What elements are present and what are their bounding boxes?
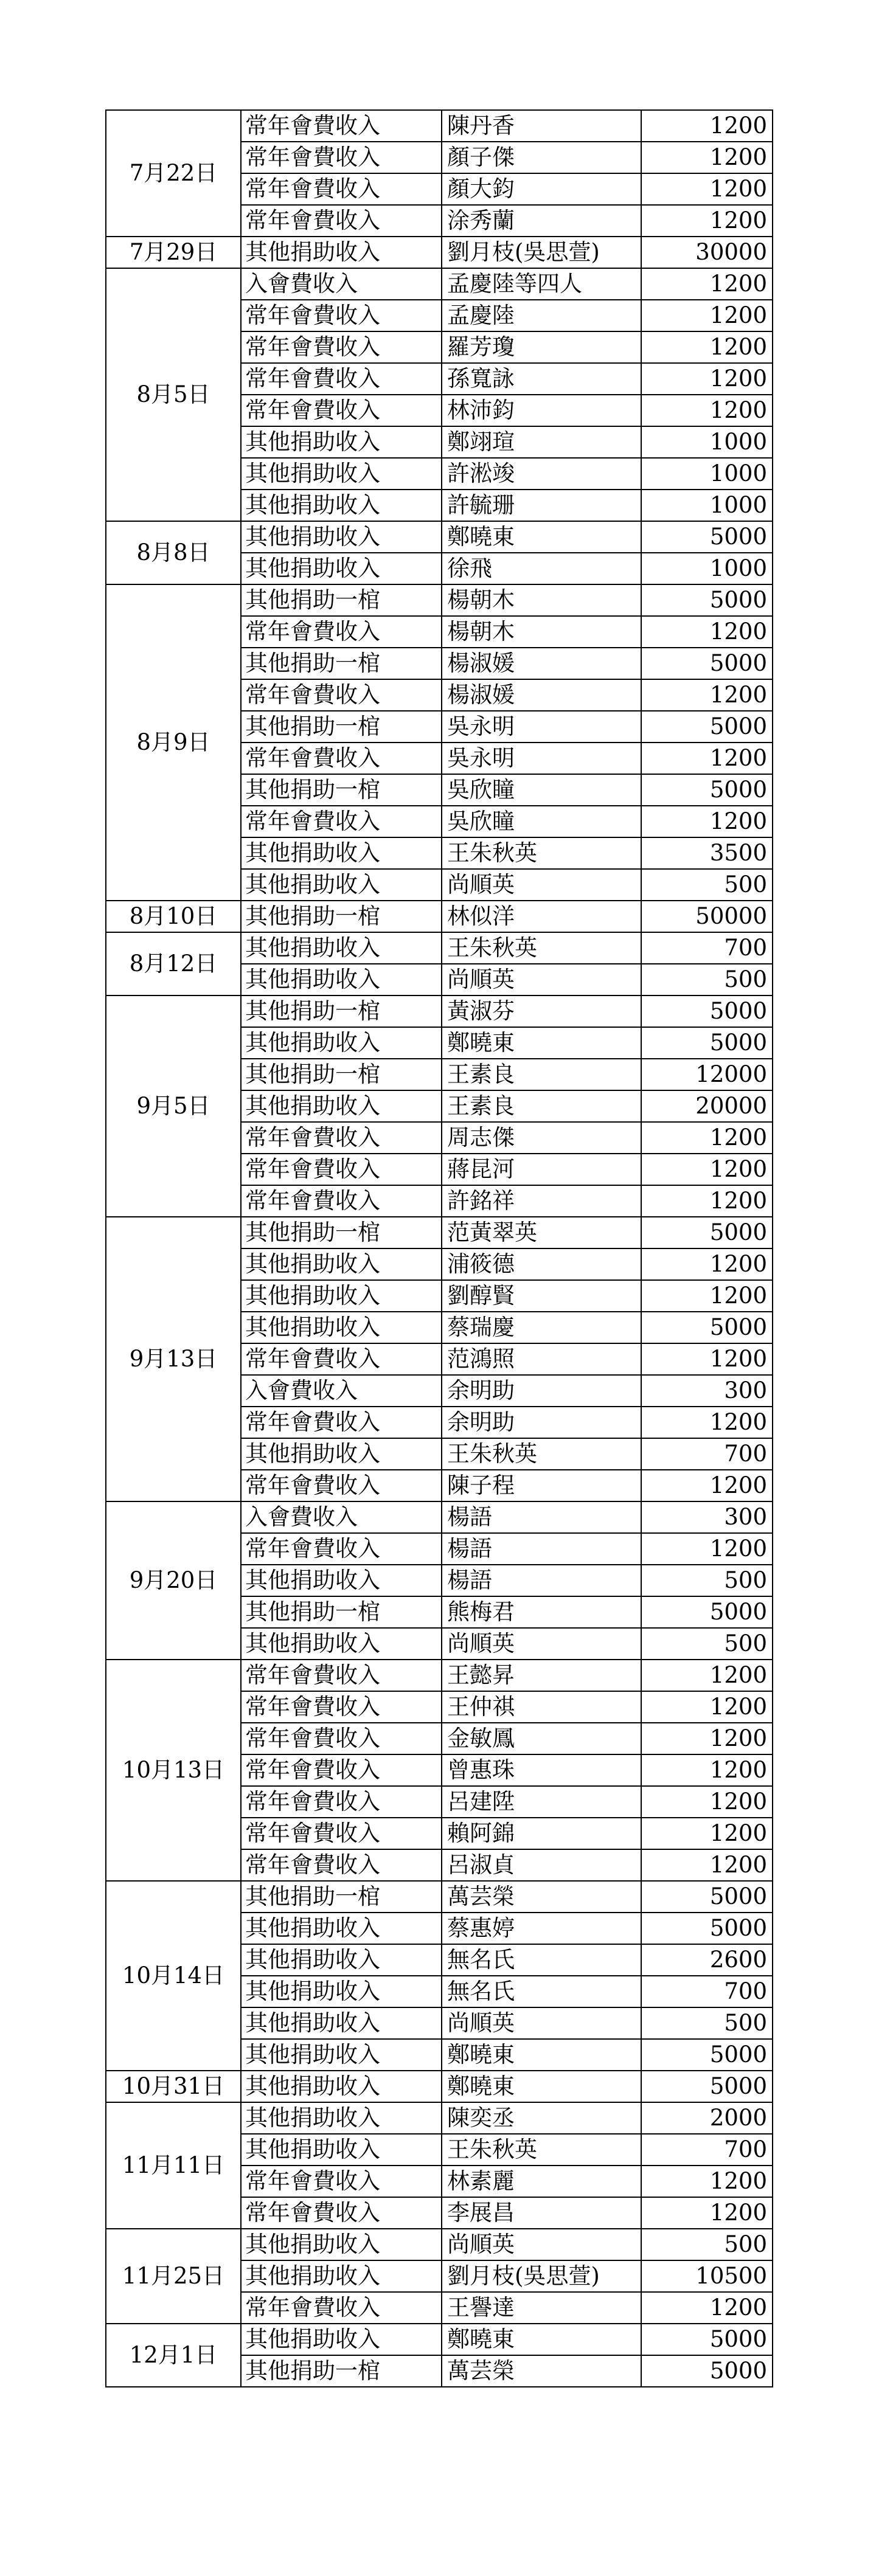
donor-name-cell: 萬芸榮	[442, 2355, 641, 2387]
date-cell: 9月13日	[106, 1217, 241, 1501]
category-cell: 其他捐助一棺	[241, 648, 442, 679]
table-row	[106, 901, 773, 932]
amount-cell: 1200	[641, 1154, 773, 1185]
amount-cell: 12000	[641, 1059, 773, 1090]
donation-ledger-table	[105, 109, 773, 2387]
donor-name-cell: 許毓珊	[442, 490, 641, 521]
category-cell: 常年會費收入	[241, 679, 442, 711]
amount-cell: 5000	[641, 1312, 773, 1343]
amount-cell: 1200	[641, 142, 773, 173]
category-cell: 其他捐助收入	[241, 1913, 442, 1944]
category-cell: 其他捐助收入	[241, 2260, 442, 2292]
donor-name-cell: 楊朝木	[442, 584, 641, 616]
table-row	[106, 521, 773, 553]
category-cell: 常年會費收入	[241, 1786, 442, 1818]
donor-name-cell: 楊淑媛	[442, 679, 641, 711]
donor-name-cell: 尚順英	[442, 1628, 641, 1660]
category-cell: 其他捐助收入	[241, 2229, 442, 2260]
date-cell: 10月31日	[106, 2071, 241, 2102]
donor-name-cell: 孟慶陸等四人	[442, 268, 641, 300]
donor-name-cell: 無名氏	[442, 1976, 641, 2007]
category-cell: 其他捐助收入	[241, 1090, 442, 1122]
amount-cell: 1200	[641, 1754, 773, 1786]
donor-name-cell: 楊淑媛	[442, 648, 641, 679]
amount-cell: 5000	[641, 2355, 773, 2387]
donor-name-cell: 范黃翠英	[442, 1217, 641, 1248]
donor-name-cell: 蔣昆河	[442, 1154, 641, 1185]
category-cell: 其他捐助收入	[241, 1027, 442, 1059]
donor-name-cell: 王懿昇	[442, 1660, 641, 1691]
donor-name-cell: 陳奕丞	[442, 2102, 641, 2134]
ledger-body	[106, 110, 773, 2387]
category-cell: 入會費收入	[241, 268, 442, 300]
category-cell: 其他捐助一棺	[241, 1881, 442, 1913]
donor-name-cell: 王朱秋英	[442, 837, 641, 869]
table-row	[106, 584, 773, 616]
category-cell: 常年會費收入	[241, 1122, 442, 1154]
amount-cell: 1200	[641, 268, 773, 300]
table-row	[106, 110, 773, 142]
date-cell: 10月13日	[106, 1660, 241, 1881]
date-cell: 12月1日	[106, 2324, 241, 2387]
amount-cell: 1000	[641, 490, 773, 521]
donor-name-cell: 鄭曉東	[442, 2324, 641, 2355]
amount-cell: 1200	[641, 616, 773, 648]
category-cell: 其他捐助收入	[241, 553, 442, 584]
donor-name-cell: 劉醇賢	[442, 1280, 641, 1312]
donor-name-cell: 許淞竣	[442, 458, 641, 490]
category-cell: 其他捐助一棺	[241, 901, 442, 932]
table-row	[106, 932, 773, 964]
donor-name-cell: 周志傑	[442, 1122, 641, 1154]
category-cell: 常年會費收入	[241, 1660, 442, 1691]
amount-cell: 1200	[641, 806, 773, 837]
category-cell: 常年會費收入	[241, 806, 442, 837]
amount-cell: 500	[641, 2007, 773, 2039]
donor-name-cell: 王朱秋英	[442, 932, 641, 964]
date-cell: 7月22日	[106, 110, 241, 237]
amount-cell: 1200	[641, 679, 773, 711]
category-cell: 常年會費收入	[241, 2292, 442, 2324]
amount-cell: 700	[641, 1438, 773, 1470]
amount-cell: 1200	[641, 1343, 773, 1375]
amount-cell: 2000	[641, 2102, 773, 2134]
donor-name-cell: 王譽達	[442, 2292, 641, 2324]
category-cell: 其他捐助收入	[241, 869, 442, 901]
amount-cell: 1200	[641, 1818, 773, 1849]
donor-name-cell: 楊語	[442, 1533, 641, 1565]
donor-name-cell: 余明助	[442, 1407, 641, 1438]
amount-cell: 5000	[641, 1913, 773, 1944]
amount-cell: 5000	[641, 521, 773, 553]
amount-cell: 700	[641, 2134, 773, 2166]
donor-name-cell: 王素良	[442, 1090, 641, 1122]
amount-cell: 5000	[641, 711, 773, 743]
donor-name-cell: 李展昌	[442, 2197, 641, 2229]
category-cell: 其他捐助一棺	[241, 1596, 442, 1628]
category-cell: 其他捐助收入	[241, 1438, 442, 1470]
donor-name-cell: 陳子程	[442, 1470, 641, 1501]
category-cell: 常年會費收入	[241, 110, 442, 142]
category-cell: 其他捐助收入	[241, 1628, 442, 1660]
category-cell: 常年會費收入	[241, 1533, 442, 1565]
donor-name-cell: 孫寬詠	[442, 363, 641, 395]
donor-name-cell: 尚順英	[442, 2229, 641, 2260]
donor-name-cell: 楊語	[442, 1565, 641, 1596]
amount-cell: 1200	[641, 395, 773, 426]
table-row	[106, 237, 773, 268]
amount-cell: 500	[641, 2229, 773, 2260]
category-cell: 常年會費收入	[241, 2166, 442, 2197]
table-row	[106, 2102, 773, 2134]
amount-cell: 1200	[641, 173, 773, 205]
amount-cell: 1200	[641, 363, 773, 395]
category-cell: 常年會費收入	[241, 363, 442, 395]
category-cell: 其他捐助一棺	[241, 2355, 442, 2387]
donor-name-cell: 蔡惠婷	[442, 1913, 641, 1944]
amount-cell: 2600	[641, 1944, 773, 1976]
category-cell: 其他捐助一棺	[241, 995, 442, 1027]
amount-cell: 5000	[641, 1217, 773, 1248]
donor-name-cell: 涂秀蘭	[442, 205, 641, 237]
category-cell: 其他捐助收入	[241, 1248, 442, 1280]
category-cell: 常年會費收入	[241, 300, 442, 331]
donor-name-cell: 陳丹香	[442, 110, 641, 142]
amount-cell: 1200	[641, 1723, 773, 1754]
category-cell: 常年會費收入	[241, 1754, 442, 1786]
amount-cell: 1200	[641, 110, 773, 142]
amount-cell: 30000	[641, 237, 773, 268]
amount-cell: 1200	[641, 1122, 773, 1154]
category-cell: 其他捐助收入	[241, 932, 442, 964]
date-cell: 8月5日	[106, 268, 241, 521]
donor-name-cell: 無名氏	[442, 1944, 641, 1976]
donor-name-cell: 黃淑芬	[442, 995, 641, 1027]
category-cell: 其他捐助收入	[241, 1944, 442, 1976]
category-cell: 其他捐助收入	[241, 2102, 442, 2134]
category-cell: 其他捐助一棺	[241, 711, 442, 743]
amount-cell: 50000	[641, 901, 773, 932]
category-cell: 常年會費收入	[241, 142, 442, 173]
date-cell: 8月12日	[106, 932, 241, 995]
donor-name-cell: 吳永明	[442, 743, 641, 774]
donor-name-cell: 熊梅君	[442, 1596, 641, 1628]
donor-name-cell: 萬芸榮	[442, 1881, 641, 1913]
table-row	[106, 2071, 773, 2102]
amount-cell: 5000	[641, 774, 773, 806]
amount-cell: 1200	[641, 2197, 773, 2229]
amount-cell: 1200	[641, 1786, 773, 1818]
donor-name-cell: 鄭曉東	[442, 1027, 641, 1059]
amount-cell: 20000	[641, 1090, 773, 1122]
amount-cell: 300	[641, 1501, 773, 1533]
date-cell: 11月25日	[106, 2229, 241, 2324]
category-cell: 常年會費收入	[241, 1185, 442, 1217]
donor-name-cell: 呂建陞	[442, 1786, 641, 1818]
amount-cell: 1200	[641, 2166, 773, 2197]
date-cell: 7月29日	[106, 237, 241, 268]
donor-name-cell: 范鴻照	[442, 1343, 641, 1375]
amount-cell: 1200	[641, 205, 773, 237]
date-cell: 8月9日	[106, 584, 241, 901]
amount-cell: 5000	[641, 1881, 773, 1913]
category-cell: 常年會費收入	[241, 205, 442, 237]
amount-cell: 700	[641, 1976, 773, 2007]
donor-name-cell: 金敏鳳	[442, 1723, 641, 1754]
category-cell: 常年會費收入	[241, 2197, 442, 2229]
category-cell: 其他捐助收入	[241, 426, 442, 458]
donor-name-cell: 吳永明	[442, 711, 641, 743]
amount-cell: 1200	[641, 1248, 773, 1280]
amount-cell: 5000	[641, 584, 773, 616]
category-cell: 其他捐助收入	[241, 237, 442, 268]
donor-name-cell: 鄭曉東	[442, 521, 641, 553]
table-row	[106, 1881, 773, 1913]
table-row	[106, 1501, 773, 1533]
amount-cell: 5000	[641, 1596, 773, 1628]
table-row	[106, 2229, 773, 2260]
category-cell: 常年會費收入	[241, 1818, 442, 1849]
donor-name-cell: 王朱秋英	[442, 2134, 641, 2166]
donor-name-cell: 尚順英	[442, 869, 641, 901]
category-cell: 入會費收入	[241, 1501, 442, 1533]
category-cell: 其他捐助收入	[241, 521, 442, 553]
amount-cell: 500	[641, 1628, 773, 1660]
donor-name-cell: 林似洋	[442, 901, 641, 932]
donor-name-cell: 劉月枝(吳思萱)	[442, 237, 641, 268]
category-cell: 其他捐助收入	[241, 2039, 442, 2071]
category-cell: 入會費收入	[241, 1375, 442, 1407]
amount-cell: 500	[641, 869, 773, 901]
donor-name-cell: 賴阿錦	[442, 1818, 641, 1849]
category-cell: 常年會費收入	[241, 743, 442, 774]
category-cell: 其他捐助收入	[241, 2007, 442, 2039]
amount-cell: 1200	[641, 1185, 773, 1217]
amount-cell: 1200	[641, 1470, 773, 1501]
date-cell: 10月14日	[106, 1881, 241, 2071]
amount-cell: 1000	[641, 426, 773, 458]
category-cell: 常年會費收入	[241, 616, 442, 648]
donor-name-cell: 羅芳瓊	[442, 331, 641, 363]
category-cell: 常年會費收入	[241, 331, 442, 363]
donor-name-cell: 顏子傑	[442, 142, 641, 173]
amount-cell: 1200	[641, 1280, 773, 1312]
category-cell: 常年會費收入	[241, 1849, 442, 1881]
amount-cell: 1000	[641, 458, 773, 490]
amount-cell: 5000	[641, 1027, 773, 1059]
amount-cell: 1200	[641, 1660, 773, 1691]
amount-cell: 1200	[641, 300, 773, 331]
date-cell: 9月20日	[106, 1501, 241, 1660]
category-cell: 其他捐助收入	[241, 964, 442, 995]
table-row	[106, 1660, 773, 1691]
table-row	[106, 268, 773, 300]
amount-cell: 5000	[641, 2324, 773, 2355]
amount-cell: 1200	[641, 1407, 773, 1438]
amount-cell: 5000	[641, 2071, 773, 2102]
table-row	[106, 2324, 773, 2355]
donor-name-cell: 余明助	[442, 1375, 641, 1407]
donor-name-cell: 林沛鈞	[442, 395, 641, 426]
donor-name-cell: 楊語	[442, 1501, 641, 1533]
donor-name-cell: 許銘祥	[442, 1185, 641, 1217]
donor-name-cell: 浦筱德	[442, 1248, 641, 1280]
donor-name-cell: 顏大鈞	[442, 173, 641, 205]
category-cell: 其他捐助一棺	[241, 774, 442, 806]
donor-name-cell: 王仲祺	[442, 1691, 641, 1723]
category-cell: 常年會費收入	[241, 1470, 442, 1501]
category-cell: 常年會費收入	[241, 173, 442, 205]
date-cell: 11月11日	[106, 2102, 241, 2229]
amount-cell: 3500	[641, 837, 773, 869]
donor-name-cell: 鄭曉東	[442, 2039, 641, 2071]
category-cell: 其他捐助收入	[241, 1312, 442, 1343]
donor-name-cell: 呂淑貞	[442, 1849, 641, 1881]
category-cell: 常年會費收入	[241, 1154, 442, 1185]
category-cell: 常年會費收入	[241, 1691, 442, 1723]
category-cell: 常年會費收入	[241, 1723, 442, 1754]
donor-name-cell: 徐飛	[442, 553, 641, 584]
donor-name-cell: 王朱秋英	[442, 1438, 641, 1470]
category-cell: 其他捐助一棺	[241, 1059, 442, 1090]
amount-cell: 1200	[641, 1533, 773, 1565]
donor-name-cell: 尚順英	[442, 964, 641, 995]
donor-name-cell: 鄭曉東	[442, 2071, 641, 2102]
amount-cell: 1200	[641, 2292, 773, 2324]
amount-cell: 5000	[641, 648, 773, 679]
category-cell: 其他捐助一棺	[241, 1217, 442, 1248]
donor-name-cell: 王素良	[442, 1059, 641, 1090]
category-cell: 其他捐助收入	[241, 1280, 442, 1312]
donor-name-cell: 蔡瑞慶	[442, 1312, 641, 1343]
donor-name-cell: 楊朝木	[442, 616, 641, 648]
category-cell: 常年會費收入	[241, 395, 442, 426]
category-cell: 其他捐助一棺	[241, 584, 442, 616]
category-cell: 其他捐助收入	[241, 458, 442, 490]
amount-cell: 1200	[641, 1691, 773, 1723]
donor-name-cell: 劉月枝(吳思萱)	[442, 2260, 641, 2292]
category-cell: 其他捐助收入	[241, 2134, 442, 2166]
donor-name-cell: 吳欣瞳	[442, 774, 641, 806]
donor-name-cell: 鄭翊瑄	[442, 426, 641, 458]
donor-name-cell: 林素麗	[442, 2166, 641, 2197]
amount-cell: 5000	[641, 2039, 773, 2071]
amount-cell: 500	[641, 1565, 773, 1596]
table-row	[106, 995, 773, 1027]
category-cell: 其他捐助收入	[241, 490, 442, 521]
category-cell: 常年會費收入	[241, 1407, 442, 1438]
amount-cell: 5000	[641, 995, 773, 1027]
category-cell: 其他捐助收入	[241, 1976, 442, 2007]
date-cell: 8月8日	[106, 521, 241, 584]
category-cell: 常年會費收入	[241, 1343, 442, 1375]
donor-name-cell: 吳欣瞳	[442, 806, 641, 837]
amount-cell: 1200	[641, 743, 773, 774]
amount-cell: 10500	[641, 2260, 773, 2292]
donor-name-cell: 曾惠珠	[442, 1754, 641, 1786]
date-cell: 9月5日	[106, 995, 241, 1217]
category-cell: 其他捐助收入	[241, 837, 442, 869]
amount-cell: 700	[641, 932, 773, 964]
category-cell: 其他捐助收入	[241, 2071, 442, 2102]
category-cell: 其他捐助收入	[241, 2324, 442, 2355]
amount-cell: 500	[641, 964, 773, 995]
donor-name-cell: 尚順英	[442, 2007, 641, 2039]
category-cell: 其他捐助收入	[241, 1565, 442, 1596]
date-cell: 8月10日	[106, 901, 241, 932]
amount-cell: 1200	[641, 331, 773, 363]
amount-cell: 300	[641, 1375, 773, 1407]
table-row	[106, 1217, 773, 1248]
amount-cell: 1200	[641, 1849, 773, 1881]
amount-cell: 1000	[641, 553, 773, 584]
donor-name-cell: 孟慶陸	[442, 300, 641, 331]
